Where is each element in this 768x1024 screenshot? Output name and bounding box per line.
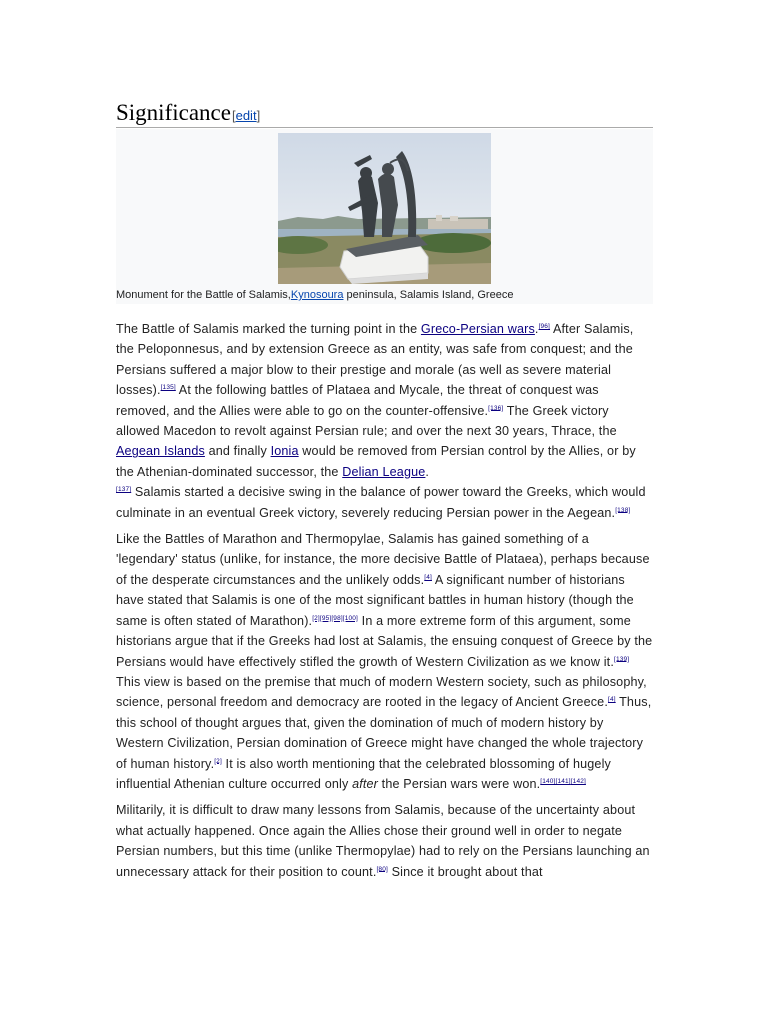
ref-2-second[interactable]: [2] [214,757,222,765]
ref-98[interactable]: [98] [331,614,343,622]
link-greco-persian-wars[interactable]: Greco-Persian wars [420,322,535,336]
ref-96[interactable]: [96] [538,322,551,330]
p2-text-3: In a more extreme form of this argument, some historians argue that if the Greeks had lost at Salamis, the ensuing conquest of Greece by the Persians would have effectively stifled the growth of Western Civilization as we know it. [116,613,653,669]
edit-bracket-open: [ [231,108,236,123]
figure-caption [116,288,513,302]
edit-section [232,108,260,123]
p2-text-6: It is also worth mentioning that the celebrated blossoming of hugely influential Athenian culture occurred only [116,756,611,791]
paragraph-2 [116,529,653,794]
p1-text-3: After Salamis, the Peloponnesus, and by extension Greece as an entity, was safe from conquest; and the Persians suffered a major blow to their prestige and morale (as well as severe material losses). [116,322,634,398]
ref-4[interactable]: [4] [424,573,432,581]
p2-text-5: Thus, this school of thought argues that, given the domination of much of modern history by Western Civilization, Persian domination of Greece might have changed the whole trajectory of human history. [116,695,652,771]
caption-lead: Monument for the Battle of Salamis, [116,289,291,301]
p1-text-1: The Battle of Salamis marked the turning point in the [116,322,421,336]
ref-2[interactable]: [2] [312,614,320,622]
p1-text-7: would be removed from Persian control by the Allies, or by the Athenian-dominated successor, the [116,444,636,479]
ref-139[interactable]: [139] [613,655,630,663]
ref-100[interactable]: [100] [342,614,359,622]
p1-text-2: . [534,322,539,336]
p3-text-2: Since it brought about that [387,864,543,879]
ref-4-second[interactable]: [4] [607,696,616,704]
p2-text-7: the Persian wars were won. [378,776,541,791]
p2-text-1: Like the Battles of Marathon and Thermopylae, Salamis has gained something of a 'legendary' status (unlike, for instance, the more decisive Battle of Plataea), perhaps because of the desperate circumstances and the unlikely odds. [116,532,650,587]
caption-tail: peninsula, Salamis Island, Greece [343,289,514,301]
caption-link-kynosoura[interactable]: Kynosoura [290,289,344,301]
ref-136[interactable]: [136] [488,404,504,412]
article-section [116,98,653,888]
p2-text-2: A significant number of historians have stated that Salamis is one of the most significant battles in human history (though the same is often stated of Marathon). [116,572,634,628]
ref-140[interactable]: [140] [540,777,556,785]
link-ionia[interactable]: Ionia [270,444,299,459]
emphasis-after: after [352,776,379,791]
ref-135[interactable]: [135] [160,384,176,392]
p1-text-5: The Greek victory allowed Macedon to revolt against Persian rule; and over the next 30 years, Thrace, the [116,403,617,439]
edit-link[interactable]: edit [235,108,257,123]
ref-137[interactable]: [137] [116,486,132,494]
p1-text-8: . [425,464,430,479]
section-heading-row [116,98,653,128]
ref-138[interactable]: [138] [615,506,631,514]
p1-text-9: Salamis started a decisive swing in the balance of power toward the Greeks, which would culminate in an eventual Greek victory, severely reducing Persian power in the Aegean. [116,485,646,520]
figure-box [116,129,653,304]
monument-photo-graphic [278,133,491,284]
p2-text-4: This view is based on the premise that much of modern Western society, such as philosophy, science, personal freedom and democracy are rooted in the legacy of Ancient Greece. [116,674,647,710]
ref-95[interactable]: [95] [319,614,332,622]
ref-141[interactable]: [141] [555,777,571,785]
section-title: Significance [116,100,231,125]
p3-text-1: Militarily, it is difficult to draw many lessons from Salamis, because of the uncertainty about what actually happened. Once again the Allies chose their ground well in order to negate Persian numbers, but this time (unlike Thermopylae) had to rely on the Persians launching an unnecessary attack for their position to count. [116,803,650,879]
paragraph-3 [116,800,653,882]
paragraph-1 [116,319,653,523]
link-delian-league[interactable]: Delian League [342,464,426,479]
ref-142[interactable]: [142] [570,777,586,785]
p1-text-6: and finally [204,444,271,459]
p1-text-4: At the following battles of Plataea and Mycale, the threat of conquest was removed, and the Allies were able to go on the counter-offensive. [116,383,599,418]
ref-80[interactable]: [80] [376,865,388,873]
monument-photo[interactable] [278,133,491,284]
link-aegean-islands[interactable]: Aegean Islands [116,444,205,459]
edit-bracket-close: ] [256,108,261,123]
